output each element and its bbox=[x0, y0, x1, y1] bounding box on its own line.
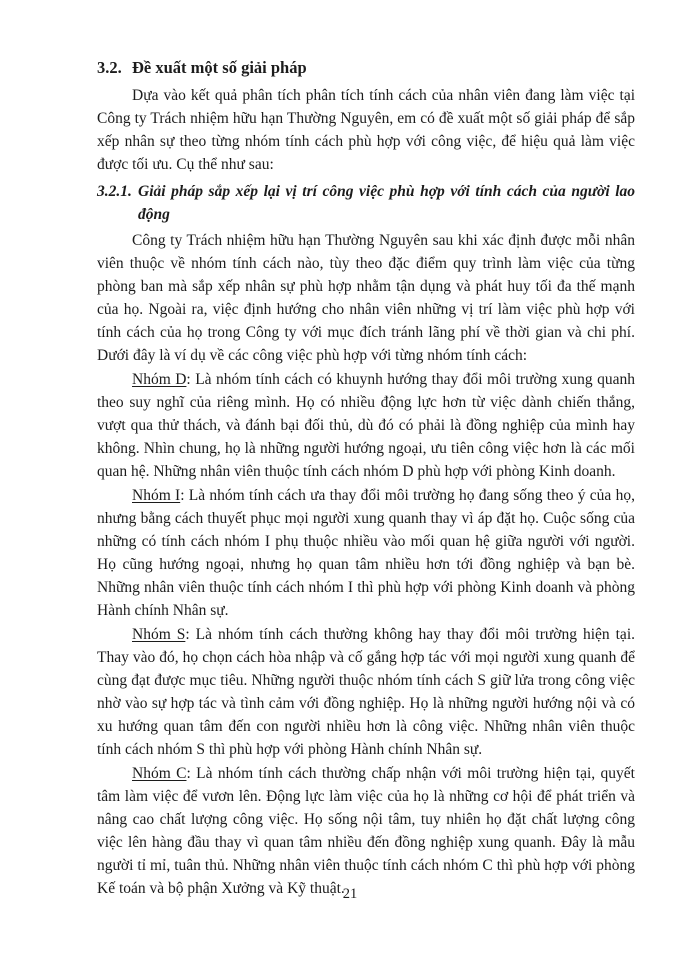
intro-paragraph: Dựa vào kết quả phân tích phân tích tính cách của nhân viên đang làm việc tại Công ty Trách nhiệm hữu hạn Thường Nguyên, em có đề xuất một số giải pháp để sắp xếp nhân sự theo từng nhóm tính cách phù hợp với công việc, để hiệu quả làm việc được tối ưu. Cụ thể như sau: bbox=[97, 87, 635, 173]
page-number: 21 bbox=[342, 886, 358, 902]
subsection-heading-title: Giải pháp sắp xếp lại vị trí công việc phù hợp với tính cách của người lao động bbox=[138, 183, 635, 223]
group-paragraph-i bbox=[97, 484, 635, 622]
group-label-i: Nhóm I bbox=[132, 487, 181, 504]
subsection-heading-number: 3.2.1. bbox=[97, 183, 132, 200]
group-label-s: Nhóm S bbox=[132, 626, 186, 643]
group-text-d: : Là nhóm tính cách có khuynh hướng thay đổi môi trường xung quanh theo suy nghĩ của riêng mình. Họ có nhiều động lực hơn từ việc dành chiến thắng, vượt qua thử thách, và đánh bại đối thủ, dù đó có phải là đồng nghiệp của mình hay không. Nhìn chung, họ là những người hướng ngoại, ưu tiên công việc hơn là các mối quan hệ. Những nhân viên thuộc tính cách nhóm D phù hợp với phòng Kinh doanh. bbox=[97, 371, 635, 480]
group-label-c: Nhóm C bbox=[132, 765, 187, 782]
section-heading-title: Đề xuất một số giải pháp bbox=[132, 58, 307, 77]
subsection-heading bbox=[97, 180, 635, 226]
group-text-s: : Là nhóm tính cách thường không hay thay đổi môi trường hiện tại. Thay vào đó, họ chọn cách hòa nhập và cố gắng hợp tác với mọi người xung quanh để cùng đạt được mục tiêu. Những người thuộc nhóm tính cách S giữ lửa trong công việc nhờ vào sự hợp tác và tình cảm với đồng nghiệp. Họ là những người hướng nội và có xu hướng quan tâm đến con người nhiều hơn là công việc. Những nhân viên thuộc tính cách nhóm S thì phù hợp với phòng Hành chính Nhân sự. bbox=[97, 626, 635, 758]
group-label-d: Nhóm D bbox=[132, 371, 187, 388]
group-text-i: : Là nhóm tính cách ưa thay đổi môi trường họ đang sống theo ý của họ, nhưng bằng cách thuyết phục mọi người xung quanh thay vì áp đặt họ. Cuộc sống của những có tính cách nhóm I phụ thuộc nhiều vào mối quan hệ giữa người với người. Họ cũng hướng ngoại, nhưng họ quan tâm nhiều hơn tới đồng nghiệp và bạn bè. Những nhân viên thuộc tính cách nhóm I thì phù hợp với phòng Kinh doanh và phòng Hành chính Nhân sự. bbox=[97, 487, 635, 619]
section-heading-number: 3.2. bbox=[97, 58, 122, 77]
group-text-c: : Là nhóm tính cách thường chấp nhận với môi trường hiện tại, quyết tâm làm việc để vươn lên. Động lực làm việc của họ là những cơ hội để phát triển và nâng cao chất lượng công việc. Họ sống nội tâm, tuy nhiên họ đặt chất lượng công việc lên hàng đầu thay vì quan tâm nhiều đến đồng nghiệp xung quanh. Đây là mẫu người tỉ mỉ, tuân thủ. Những nhân viên thuộc tính cách nhóm C thì phù hợp với phòng Kế toán và bộ phận Xưởng và Kỹ thuật. bbox=[97, 765, 635, 897]
group-paragraph-s bbox=[97, 623, 635, 761]
document-body bbox=[97, 56, 635, 900]
group-paragraph-d bbox=[97, 368, 635, 483]
section-heading bbox=[97, 56, 635, 79]
company-paragraph: Công ty Trách nhiệm hữu hạn Thường Nguyên sau khi xác định được mỗi nhân viên thuộc về nhóm tính cách nào, tùy theo đặc điểm quy trình làm việc của từng phòng ban mà sắp xếp nhân sự phù hợp nhằm tận dụng và phát huy tối đa thế mạnh của họ. Ngoài ra, việc định hướng cho nhân viên những vị trí làm việc phù hợp với tính cách của họ trong Công ty với mục đích tránh lãng phí về thời gian và chi phí. Dưới đây là ví dụ về các công việc phù hợp với từng nhóm tính cách: bbox=[97, 232, 635, 364]
group-paragraph-c bbox=[97, 762, 635, 900]
